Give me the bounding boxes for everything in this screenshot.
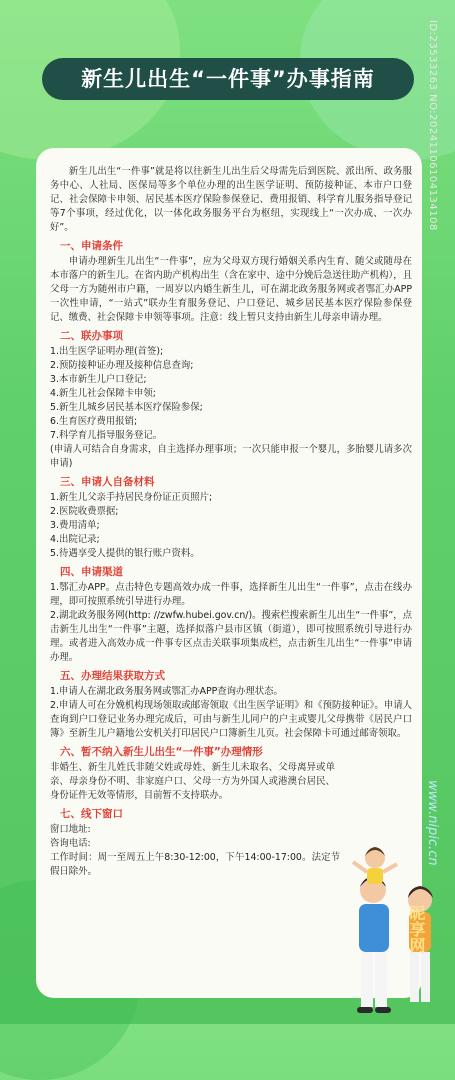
- section-title-channels: 四、申请渠道: [60, 566, 123, 578]
- list-item: 4.出院记录;: [50, 534, 100, 545]
- list-item: 2.申请人可在分娩机构现场领取或邮寄领取《出生医学证明》和《预防接种证》。申请人查询到户口登记业务办理完成后，可由与新生儿同户的户主或婴儿父母携带《居民户口簿》至新生儿户籍地公安机关打印居民户口簿新生儿页。社会保障卡可通过邮寄领取。: [50, 700, 412, 739]
- section-title-materials: 三、申请人自备材料: [60, 476, 155, 488]
- list-item: 工作时间：周一至周五上午8:30-12:00，下午14:00-17:00。法定节假日除外。: [50, 852, 340, 877]
- list-item: 1.申请人在湖北政务服务网或鄂汇办APP查询办理状态。: [50, 686, 283, 697]
- list-item: 7.科学育儿指导服务登记。: [50, 430, 163, 441]
- list-item: 1.新生儿父亲手持居民身份证正页照片;: [50, 492, 213, 503]
- exclusions-text: 非婚生、新生儿姓氏非随父姓或母姓、新生儿未取名、父母离异或单亲、母亲身份不明、非家庭户口、父母一方为外国人或港澳台居民、身份证件无效等情形，目前暂不支持联办。: [50, 762, 335, 801]
- section-title-offline-window: 七、线下窗口: [60, 808, 123, 820]
- list-item: 6.生育医疗费用报销;: [50, 416, 138, 427]
- section-title-results: 五、办理结果获取方式: [60, 670, 165, 682]
- list-item: 5.新生儿城乡居民基本医疗保险参保;: [50, 402, 203, 413]
- list-item: 窗口地址:: [50, 824, 91, 835]
- section-title-conditions: 一、申请条件: [60, 240, 123, 252]
- watermark-id: ID:23533263 NO:20241106104134108: [427, 20, 438, 231]
- list-item: 2.医院收费票据;: [50, 506, 119, 517]
- list-item: 1.出生医学证明办理(首签);: [50, 346, 164, 357]
- list-item: 2.湖北政务服务网(http: //zwfw.hubei.gov.cn/)。搜索栏搜索新生儿出生“一件事”，点击新生儿出生“一件事”主题，选择拟落户县市区镇（街道），即可按照系统引导进行办理。或者进入高效办成一件事专区点击关联事项集成栏，点击新生儿出生“一件事”申请办理。: [50, 610, 412, 663]
- family-illustration: [325, 840, 450, 1020]
- list-item: 3.本市新生儿户口登记;: [50, 374, 147, 385]
- list-item: 2.预防接种证办理及接种信息查询;: [50, 360, 194, 371]
- section-title-exclusions: 六、暂不纳入新生儿出生“一件事”办理情形: [60, 746, 263, 758]
- list-item: 咨询电话:: [50, 838, 91, 849]
- list-item: 5.待遇享受人提供的银行账户资料。: [50, 548, 200, 559]
- list-item: 3.费用清单;: [50, 520, 100, 531]
- joint-items-note: (申请人可结合自身需求，自主选择办理事项；一次只能申报一个婴儿，多胎婴儿请多次申请): [50, 444, 412, 469]
- guide-content: [50, 165, 412, 879]
- section-title-joint-items: 二、联办事项: [60, 330, 123, 342]
- watermark-logo: 昵享网: [407, 905, 426, 953]
- page-title: 新生儿出生“一件事”办事指南: [42, 58, 414, 100]
- intro-paragraph: 新生儿出生“一件事”就是将以往新生儿出生后父母需先后到医院、派出所、政务服务中心、人社局、医保局等多个单位办理的出生医学证明、预防接种证、本市户口登记、社会保障卡申领、居民基本医疗保险参保登记、费用报销、科学育儿服务指导登记等7个事项，经过优化，以一体化政务服务平台为枢纽，实现线上“一次办成、一次办好”。: [50, 166, 412, 233]
- list-item: 1.鄂汇办APP。点击特色专题高效办成一件事，选择新生儿出生“一件事”，点击在线办理，即可按照系统引导进行办理。: [50, 582, 412, 607]
- list-item: 4.新生儿社会保障卡申领;: [50, 388, 156, 399]
- conditions-text: 申请办理新生儿出生“一件事”，应为父母双方现行婚姻关系内生育、随父或随母在本市落户的新生儿。在省内助产机构出生（含在家中、途中分娩后急送往助产机构），且父母一方为随州市户籍，一周岁以内婚生新生儿，可在湖北政务服务网或者鄂汇办APP一次性申请，“一站式”联办生育服务登记、户口登记、城乡居民基本医疗保险参保登记、缴费、社会保障卡申领等事项。注意：线上暂只支持由新生儿母亲申请办理。: [50, 256, 412, 323]
- watermark-site: www.nipic.cn: [425, 780, 440, 866]
